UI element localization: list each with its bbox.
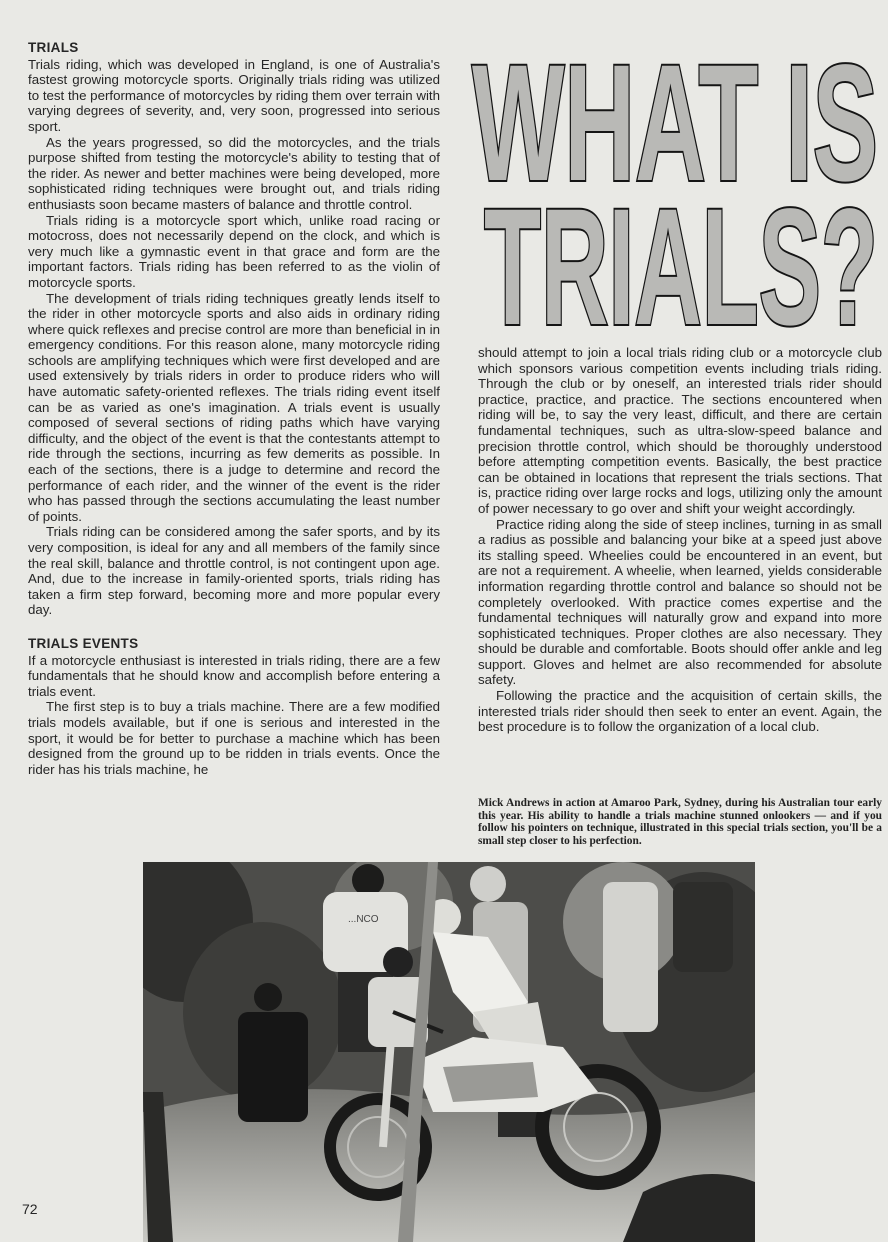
headline-line-2: TRIALS? [484, 175, 878, 330]
headline-line-1: WHAT IS [472, 48, 878, 216]
photo-illustration [143, 862, 755, 1242]
headline [470, 48, 882, 330]
paragraph: Trials riding can be considered among the safer sports, and by its very composition, is ideal for any and all members of the family since the real skill, balance and throttle control, is not contingent upon age. And, due to the increase in family-oriented sports, trials riding has taken a firm step forward, becoming more and more popular every day. [28, 524, 440, 618]
section-heading-trials-events: TRIALS EVENTS [28, 635, 139, 651]
paragraph: Trials riding is a motorcycle sport which, unlike road racing or motocross, does not necessarily depend on the clock, and which is very much like a gymnastic event in that grace and form are the important factors. Trials riding has been referred to as the violin of motorcycle sports. [28, 212, 440, 290]
photo-caption: Mick Andrews in action at Amaroo Park, Sydney, during his Australian tour early this year. His ability to handle a trials machine stunned onlookers — and if you follow his pointers on technique, illustrated in this special trials section, you'll be a small step closer to his perfection. [478, 797, 882, 847]
paragraph: The development of trials riding techniques greatly lends itself to the rider in other motorcycle sports and also aids in ordinary riding where quick reflexes and precise control are more than beneficial in in emergency conditions. For this reason alone, many motorcycle riding schools are amplifying techniques which were first developed and are used extensively by trials riders in order to produce riders who will have automatic safety-oriented reflexes. The trials riding event itself can be as varied as one's imagination. A trials event is usually composed of several sections of riding paths which have varying difficulty, and the object of the event is that the contestants attempt to ride through the sections, incurring as few demerits as possible. In each of the sections, there is a judge to determine and record the performance of each rider, and the winner of the event is the rider who has passed through the sections accumulating the least number of points. [28, 290, 440, 524]
right-column [478, 345, 882, 735]
section-heading-trials: TRIALS [28, 40, 79, 55]
paragraph: Trials riding, which was developed in England, is one of Australia's fastest growing motorcycle sports. Originally trials riding was utilized to test the performance of motorcycles by riding them over terrain with varying degrees of severity, and, very soon, progressed into serious sport. [28, 56, 440, 134]
paragraph: should attempt to join a local trials riding club or a motorcycle club which sponsors various competition events including trials riding. Through the club or by oneself, an interested trials rider should practice, practice, and practice. The sections encountered when riding will be, to say the very least, difficult, and there are certain fundamental techniques, such as ultra-slow-speed balance and precision throttle control, which should be thoroughly understood before attempting competition events. Basically, the best practice can be obtained in locations that represent the trials sections. That is, practice riding over large rocks and logs, utilizing only the amount of power necessary to go over and shift your weight accordingly. [478, 345, 882, 516]
paragraph: As the years progressed, so did the motorcycles, and the trials purpose shifted from testing the motorcycle's ability to testing that of the rider. As newer and better machines were being developed, more sophisticated riding techniques were brought out, and trials riding enthusiasts soon became masters of balance and throttle control. [28, 134, 440, 212]
page-number: 72 [22, 1201, 38, 1217]
shirt-text: ...NCO [348, 914, 379, 925]
left-column [28, 40, 440, 777]
paragraph: Following the practice and the acquisition of certain skills, the interested trials rider should then seek to enter an event. Again, the best procedure is to follow the organization of a local club. [478, 688, 882, 735]
paragraph: If a motorcycle enthusiast is interested in trials riding, there are a few fundamentals that he should know and accomplish before entering a trials event. [28, 652, 440, 699]
paragraph: Practice riding along the side of steep inclines, turning in as small a radius as possible and balancing your bike at a speed just above its stalling speed. Wheelies could be encountered in an event, but are not a requirement. A wheelie, when learned, yields considerable information regarding throttle control and balance so should not be completely overlooked. With practice comes expertise and the fundamental techniques will naturally grow and expand into more sophisticated techniques. Proper clothes are also necessary. They should be durable and comfortable. Boots should offer ankle and leg support. Gloves and helmet are also recommended for absolute safety. [478, 516, 882, 688]
headline-graphic [470, 48, 882, 330]
photo-trials-rider [143, 862, 755, 1242]
paragraph: The first step is to buy a trials machine. There are a few modified trials models available, but if one is serious and interested in the sport, it would be for better to purchase a machine which has been designed from the ground up to be ridden in trials events. Once the rider has his trials machine, he [28, 699, 440, 777]
